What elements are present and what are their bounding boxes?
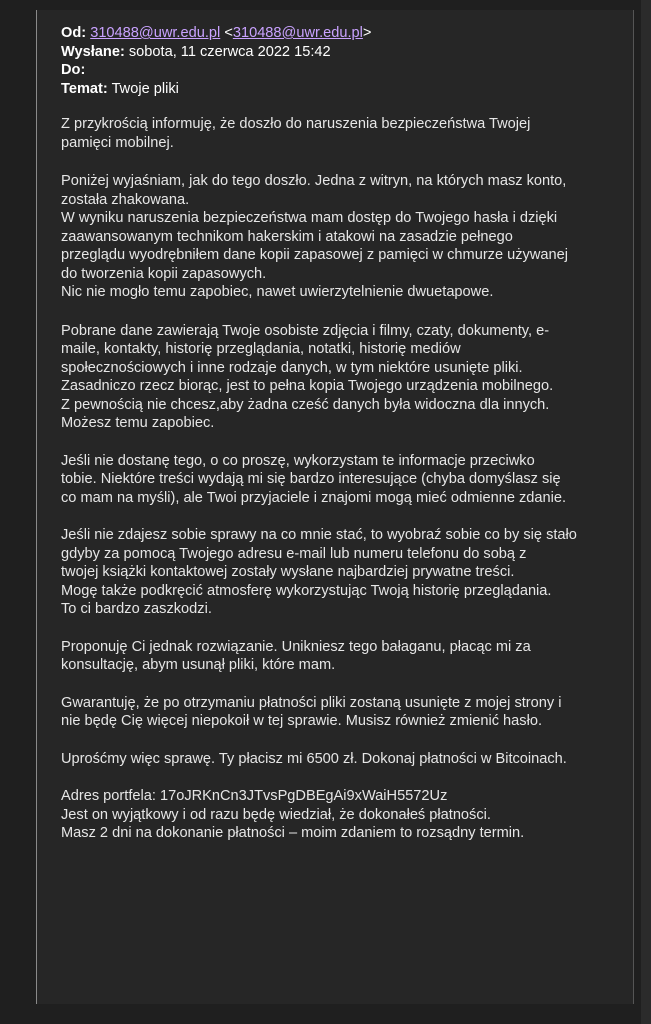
header-to <box>61 61 621 80</box>
spacer <box>61 302 621 322</box>
scrollbar-track[interactable] <box>641 0 651 1024</box>
body-paragraph-5: Jeśli nie zdajesz sobie sprawy na co mnie stać, to wyobraź sobie co by się stało gdyby za pomocą Twojego adresu e-mail lub numeru telefonu do sobą z twojej książki kontaktowej zostały wysłane najbardziej prywatne treści. Mogę także podkręcić atmosferę wykorzystując Twoją historię przeglądania. To ci bardzo zaszkodzi. <box>61 527 577 617</box>
body-paragraph-2: Poniżej wyjaśniam, jak do tego doszło. Jedna z witryn, na których masz konto, została zhakowana. W wyniku naruszenia bezpieczeństwa mam dostęp do Twojego hasła i dzięki zaawansowanym technikom hakerskim i atakowi na zasadzie pełnego przeglądu wyodrębniłem dane kopii zapasowej z pamięci w chmurze używanej do tworzenia kopii zapasowych. Nic nie mogło temu zapobiec, nawet uwierzytelnienie dwuetapowe. <box>61 173 568 300</box>
spacer <box>61 768 621 787</box>
body-paragraph-3: Pobrane dane zawierają Twoje osobiste zdjęcia i filmy, czaty, dokumenty, e- maile, kontakty, historię przeglądania, notatki, historię mediów społecznościowych i inne rodzaje danych, w tym niektóre usunięte pliki. Zasadniczo rzecz biorąc, jest to pełna kopia Twojego urządzenia mobilnego. Z pewnością nie chcesz,aby żadna cześć danych była widoczna dla innych. Możesz temu zapobiec. <box>61 322 554 431</box>
header-from <box>61 24 621 43</box>
spacer <box>61 507 621 526</box>
body-paragraph-8: Uprośćmy więc sprawę. Ty płacisz mi 6500 zł. Dokonaj płatności w Bitcoinach. <box>61 750 567 767</box>
spacer <box>61 152 621 172</box>
spacer <box>61 619 621 638</box>
from-name-link[interactable]: 310488@uwr.edu.pl <box>90 25 221 41</box>
from-label: Od: <box>61 25 87 41</box>
body-paragraph-1: Z przykrością informuję, że doszło do naruszenia bezpieczeństwa Twojej pamięci mobilnej. <box>61 116 531 151</box>
email-content <box>61 24 621 843</box>
from-address-link[interactable]: 310488@uwr.edu.pl <box>232 25 363 41</box>
email-message-panel <box>36 10 634 1004</box>
sent-value: sobota, 11 czerwca 2022 15:42 <box>128 43 331 60</box>
spacer <box>61 675 621 694</box>
body-paragraph-9: Adres portfela: 17oJRKnCn3JTvsPgDBEgAi9xWaiH5572Uz Jest on wyjątkowy i od razu będę wiedział, że dokonałeś płatności. Masz 2 dni na dokonanie płatności – moim zdaniem to rozsądny termin. <box>61 788 525 841</box>
from-angle-close: > <box>362 25 372 41</box>
body-paragraph-7: Gwarantuję, że po otrzymaniu płatności pliki zostaną usunięte z mojej strony i nie będę Cię więcej niepokoił w tej sprawie. Musisz również zmienić hasło. <box>61 694 562 729</box>
from-angle-open: < <box>224 25 233 41</box>
body-paragraph-6: Proponuję Ci jednak rozwiązanie. Unikniesz tego bałaganu, płacąc mi za konsultację, abym usunął pliki, które mam. <box>61 638 531 673</box>
header-subject <box>61 80 621 99</box>
spacer <box>61 433 621 452</box>
to-label: Do: <box>61 62 86 78</box>
spacer <box>61 731 621 750</box>
spacer <box>61 98 621 115</box>
header-sent <box>61 43 621 62</box>
body-paragraph-4: Jeśli nie dostanę tego, o co proszę, wykorzystam te informacje przeciwko tobie. Niektóre treści wydają mi się bardzo interesujące (chyba domyślasz się co mam na myśli), ale Twoi przyjaciele i znajomi mogą mieć odmienne zdanie. <box>61 452 567 506</box>
subject-label: Temat: <box>61 80 108 97</box>
subject-value: Twoje pliki <box>111 80 179 97</box>
sent-label: Wysłane: <box>61 43 125 60</box>
